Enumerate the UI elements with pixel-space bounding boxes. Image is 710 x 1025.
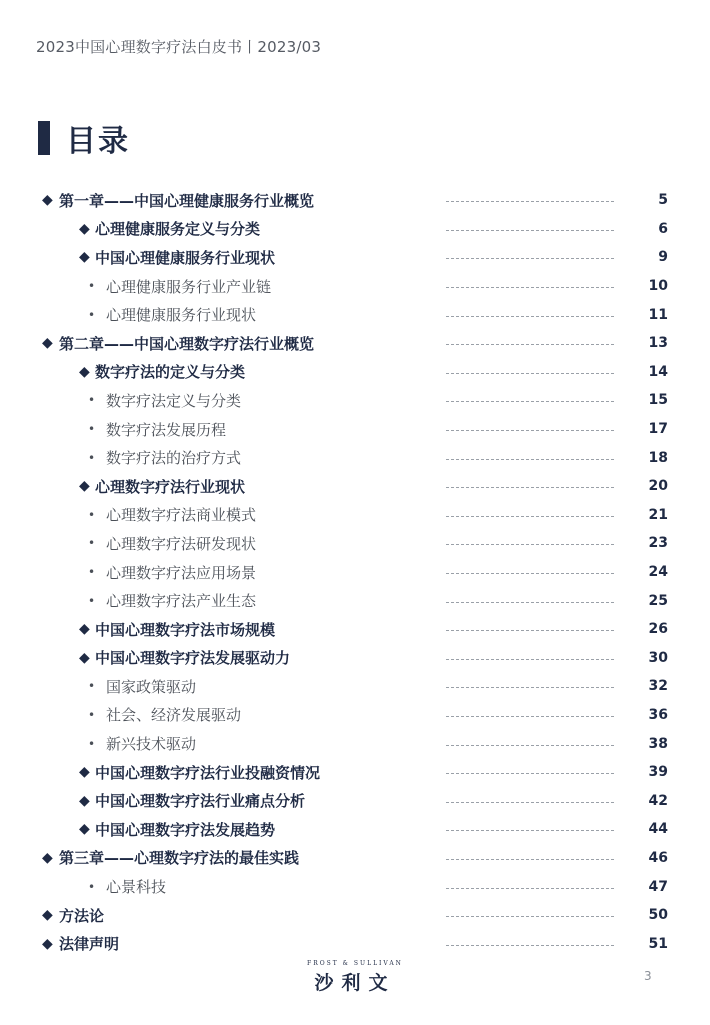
toc-entry-label: 心理数字疗法行业现状 bbox=[95, 477, 246, 496]
dashed-leader bbox=[446, 230, 614, 231]
diamond-bullet-icon: ◆ bbox=[79, 764, 90, 781]
toc-entry[interactable] bbox=[0, 872, 710, 901]
toc-entry-label: 第二章——中国心理数字疗法行业概览 bbox=[59, 334, 315, 353]
toc-entry-page-number: 15 bbox=[648, 392, 668, 409]
bullet-dot-icon: • bbox=[88, 307, 96, 322]
bullet-dot-icon: • bbox=[88, 879, 96, 894]
toc-entry[interactable] bbox=[0, 558, 710, 587]
toc-entry-page-number: 21 bbox=[648, 506, 668, 523]
toc-entry-label: 数字疗法的定义与分类 bbox=[95, 363, 246, 382]
dashed-leader bbox=[446, 687, 614, 688]
bullet-dot-icon: • bbox=[88, 565, 96, 580]
toc-entry-page-number: 42 bbox=[648, 792, 668, 809]
diamond-bullet-icon: ◆ bbox=[42, 335, 53, 352]
bullet-dot-icon: • bbox=[88, 707, 96, 722]
toc-entry-page-number: 13 bbox=[648, 335, 668, 352]
toc-entry-label: 心理数字疗法商业模式 bbox=[106, 506, 257, 525]
toc-entry-label: 中国心理数字疗法发展驱动力 bbox=[95, 649, 291, 668]
toc-entry-page-number: 17 bbox=[648, 421, 668, 438]
toc-entry-page-number: 32 bbox=[648, 678, 668, 695]
toc-entry[interactable] bbox=[0, 243, 710, 272]
toc-entry-label: 中国心理健康服务行业现状 bbox=[95, 248, 276, 267]
toc-entry-label: 心理健康服务行业现状 bbox=[106, 306, 257, 325]
toc-entry[interactable] bbox=[0, 701, 710, 730]
dashed-leader bbox=[446, 602, 614, 603]
dashed-leader bbox=[446, 830, 614, 831]
toc-entry[interactable] bbox=[0, 586, 710, 615]
diamond-bullet-icon: ◆ bbox=[79, 220, 90, 237]
dashed-leader bbox=[446, 516, 614, 517]
dashed-leader bbox=[446, 401, 614, 402]
dashed-leader bbox=[446, 888, 614, 889]
dashed-leader bbox=[446, 316, 614, 317]
toc-entry-page-number: 18 bbox=[648, 449, 668, 466]
toc-entry[interactable] bbox=[0, 529, 710, 558]
toc-entry-label: 心理数字疗法研发现状 bbox=[106, 534, 257, 553]
toc-entry[interactable] bbox=[0, 758, 710, 787]
toc-entry-label: 法律声明 bbox=[59, 935, 120, 954]
diamond-bullet-icon: ◆ bbox=[42, 192, 53, 209]
toc-entry[interactable] bbox=[0, 300, 710, 329]
diamond-bullet-icon: ◆ bbox=[79, 649, 90, 666]
diamond-bullet-icon: ◆ bbox=[42, 849, 53, 866]
toc-entry[interactable] bbox=[0, 815, 710, 844]
bullet-dot-icon: • bbox=[88, 393, 96, 408]
toc-entry[interactable] bbox=[0, 672, 710, 701]
toc-entry-page-number: 36 bbox=[648, 706, 668, 723]
toc-entry-label: 中国心理数字疗法市场规模 bbox=[95, 620, 276, 639]
toc-entry-page-number: 5 bbox=[658, 192, 668, 209]
dashed-leader bbox=[446, 802, 614, 803]
dashed-leader bbox=[446, 287, 614, 288]
toc-entry-page-number: 50 bbox=[648, 907, 668, 924]
toc-entry-page-number: 46 bbox=[648, 849, 668, 866]
toc-entry-page-number: 20 bbox=[648, 478, 668, 495]
toc-entry-label: 中国心理数字疗法行业投融资情况 bbox=[95, 763, 321, 782]
diamond-bullet-icon: ◆ bbox=[79, 621, 90, 638]
diamond-bullet-icon: ◆ bbox=[42, 907, 53, 924]
toc-entry-label: 社会、经济发展驱动 bbox=[106, 706, 242, 725]
toc-entry-page-number: 24 bbox=[648, 564, 668, 581]
bullet-dot-icon: • bbox=[88, 593, 96, 608]
dashed-leader bbox=[446, 630, 614, 631]
toc-entry-page-number: 47 bbox=[648, 878, 668, 895]
dashed-leader bbox=[446, 773, 614, 774]
dashed-leader bbox=[446, 459, 614, 460]
toc-entry-label: 数字疗法的治疗方式 bbox=[106, 449, 242, 468]
toc-entry[interactable] bbox=[0, 415, 710, 444]
bullet-dot-icon: • bbox=[88, 450, 96, 465]
logo-english-text: FROST & SULLIVAN bbox=[307, 960, 403, 967]
dashed-leader bbox=[446, 945, 614, 946]
toc-entry-label: 第三章——心理数字疗法的最佳实践 bbox=[59, 849, 300, 868]
diamond-bullet-icon: ◆ bbox=[79, 478, 90, 495]
dashed-leader bbox=[446, 659, 614, 660]
dashed-leader bbox=[446, 544, 614, 545]
toc-entry-label: 国家政策驱动 bbox=[106, 677, 197, 696]
toc-entry[interactable] bbox=[0, 901, 710, 930]
toc-entry-label: 新兴技术驱动 bbox=[106, 735, 197, 754]
bullet-dot-icon: • bbox=[88, 736, 96, 751]
toc-entry[interactable] bbox=[0, 186, 710, 215]
page-number: 3 bbox=[644, 969, 652, 983]
toc-entry-page-number: 51 bbox=[648, 935, 668, 952]
toc-entry-page-number: 14 bbox=[648, 363, 668, 380]
bullet-dot-icon: • bbox=[88, 279, 96, 294]
frost-sullivan-logo bbox=[0, 960, 710, 995]
toc-entry-page-number: 44 bbox=[648, 821, 668, 838]
logo-chinese-text: 沙利文 bbox=[314, 972, 396, 994]
dashed-leader bbox=[446, 916, 614, 917]
dashed-leader bbox=[446, 373, 614, 374]
dashed-leader bbox=[446, 201, 614, 202]
toc-entry-label: 第一章——中国心理健康服务行业概览 bbox=[59, 191, 315, 210]
toc-entry[interactable] bbox=[0, 272, 710, 301]
bullet-dot-icon: • bbox=[88, 422, 96, 437]
report-header-title: 2023中国心理数字疗法白皮书丨2023/03 bbox=[36, 38, 322, 56]
diamond-bullet-icon: ◆ bbox=[79, 249, 90, 266]
toc-entry-page-number: 6 bbox=[658, 220, 668, 237]
toc-heading-text: 目录 bbox=[66, 124, 130, 159]
toc-entry[interactable] bbox=[0, 501, 710, 530]
toc-entry[interactable] bbox=[0, 644, 710, 673]
dashed-leader bbox=[446, 258, 614, 259]
toc-entry-label: 中国心理数字疗法行业痛点分析 bbox=[95, 792, 306, 811]
dashed-leader bbox=[446, 344, 614, 345]
dashed-leader bbox=[446, 573, 614, 574]
diamond-bullet-icon: ◆ bbox=[42, 935, 53, 952]
toc-entry[interactable] bbox=[0, 615, 710, 644]
toc-entry-page-number: 10 bbox=[648, 278, 668, 295]
toc-entry-page-number: 11 bbox=[648, 306, 668, 323]
dashed-leader bbox=[446, 487, 614, 488]
toc-entry[interactable] bbox=[0, 729, 710, 758]
toc-entry-label: 中国心理数字疗法发展趋势 bbox=[95, 820, 276, 839]
toc-entry[interactable] bbox=[0, 329, 710, 358]
toc-entry[interactable] bbox=[0, 386, 710, 415]
toc-entry-page-number: 25 bbox=[648, 592, 668, 609]
toc-entry-label: 数字疗法定义与分类 bbox=[106, 391, 242, 410]
toc-entry[interactable] bbox=[0, 929, 710, 958]
toc-list bbox=[0, 186, 710, 958]
toc-entry-label: 方法论 bbox=[59, 906, 105, 925]
dashed-leader bbox=[446, 745, 614, 746]
toc-entry-page-number: 23 bbox=[648, 535, 668, 552]
toc-entry-label: 心理数字疗法产业生态 bbox=[106, 592, 257, 611]
diamond-bullet-icon: ◆ bbox=[79, 792, 90, 809]
dashed-leader bbox=[446, 859, 614, 860]
bullet-dot-icon: • bbox=[88, 679, 96, 694]
dashed-leader bbox=[446, 716, 614, 717]
toc-entry[interactable] bbox=[0, 358, 710, 387]
bullet-dot-icon: • bbox=[88, 507, 96, 522]
toc-entry-page-number: 26 bbox=[648, 621, 668, 638]
toc-entry-label: 心景科技 bbox=[106, 878, 167, 897]
toc-entry-label: 心理健康服务行业产业链 bbox=[106, 277, 272, 296]
toc-entry-label: 心理健康服务定义与分类 bbox=[95, 220, 261, 239]
toc-heading bbox=[38, 116, 130, 160]
toc-entry-page-number: 9 bbox=[658, 249, 668, 266]
diamond-bullet-icon: ◆ bbox=[79, 821, 90, 838]
toc-entry[interactable] bbox=[0, 844, 710, 873]
dashed-leader bbox=[446, 430, 614, 431]
toc-entry-page-number: 38 bbox=[648, 735, 668, 752]
toc-entry[interactable] bbox=[0, 443, 710, 472]
toc-entry-page-number: 30 bbox=[648, 649, 668, 666]
bullet-dot-icon: • bbox=[88, 536, 96, 551]
toc-entry-page-number: 39 bbox=[648, 764, 668, 781]
diamond-bullet-icon: ◆ bbox=[79, 363, 90, 380]
toc-entry-label: 心理数字疗法应用场景 bbox=[106, 563, 257, 582]
toc-entry[interactable] bbox=[0, 786, 710, 815]
toc-entry[interactable] bbox=[0, 215, 710, 244]
toc-entry[interactable] bbox=[0, 472, 710, 501]
toc-entry-label: 数字疗法发展历程 bbox=[106, 420, 227, 439]
heading-accent-bar bbox=[38, 121, 50, 155]
